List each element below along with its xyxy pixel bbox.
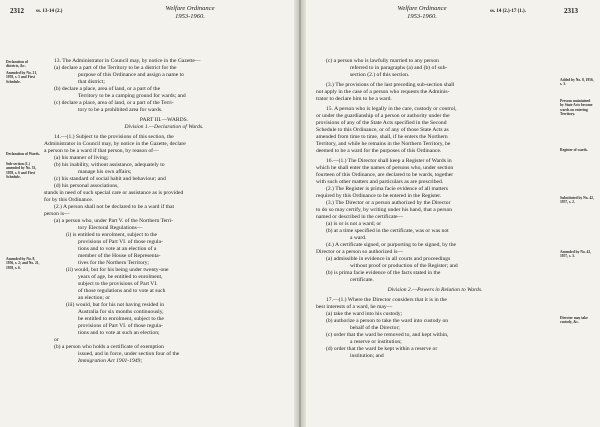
text-line: Administrator in Council may, by notice in the Gazette, declare — [44, 141, 186, 147]
text-line: (3.) The Director or a person authorized by the Director — [326, 200, 451, 206]
text-line: certificate. — [350, 277, 374, 283]
text-line: issued, and in force, under section four of the — [78, 351, 180, 357]
text-line: (a) admissible in evidence in all courts and proceedings — [326, 256, 451, 262]
text-line: be entitled to enrolment, subject to the — [78, 316, 164, 322]
text-line: (c) declare a place, area of land, or a part of the Terri- — [54, 100, 174, 106]
text-line: (b) his inability, without assistance, adequately to — [54, 162, 165, 168]
text-line: required by this Ordinance to be entered in the Register. — [316, 193, 442, 199]
text-line: (c) order that the ward be removed to, and kept within, — [326, 332, 449, 338]
margin-note: Amended by No. 8, 1956, s. 2; and No. 21, 1959, s. 6. — [6, 257, 40, 270]
text-line: (a) is or is not a ward; or — [326, 221, 382, 227]
text-line: a reserve or institution; — [350, 339, 402, 345]
ordinance-years: 1953-1960. — [407, 13, 437, 20]
text-line: or — [54, 337, 59, 343]
text-line: provisions of any of the State Acts specified in the Second — [316, 120, 447, 126]
margin-note: Substituted by No. 42, 1957, s. 2. — [560, 196, 594, 205]
margin-note: Declaration of districts, &c. — [6, 60, 28, 69]
text-line: provisions of Part VI. of those regula- — [78, 239, 163, 245]
text-line: (ii) would, but for his being under twenty-one — [66, 267, 169, 273]
margin-note: Register of wards. — [560, 148, 588, 152]
text-line: to do so may certify, by writing under his hand, that a person — [316, 207, 453, 213]
text-line: Immigration Act 1901-1949; — [78, 358, 143, 364]
text-line: (3.) The provisions of the last preceding sub-section shall — [326, 82, 455, 88]
ordinance-title: Welfare Ordinance — [165, 5, 215, 12]
page-header — [130, 5, 250, 21]
text-line: member of the House of Representa- — [78, 253, 161, 259]
text-line: (i) is entitled to enrolment, subject to the — [66, 232, 158, 238]
text-line: 13. The Administrator in Council may, by notice in the Gazette— — [54, 58, 201, 64]
text-line: (c) his standard of social habit and behaviour; and — [54, 176, 166, 182]
text-line: (b) authorize a person to take the ward into custody on — [326, 318, 449, 324]
text-line: (a) take the ward into his custody; — [326, 311, 403, 317]
text-line: purpose of this Ordinance and assign a name to — [78, 72, 184, 78]
text-line: (iii) would, but for his not having resided in — [66, 302, 165, 308]
text-line: referred to in paragraphs (a) and (b) of sub- — [350, 65, 448, 71]
text-line: (a) a person who, under Part V. of the Northern Terri- — [54, 218, 174, 224]
text-line: provisions of Part VI. of those regula- — [78, 323, 163, 329]
text-line: (d) order that the ward be kept within a reserve or — [326, 346, 438, 352]
left-body-text — [44, 58, 284, 365]
page-header — [362, 5, 482, 21]
text-line: deemed to be a ward for the purposes of this Ordinance. — [316, 148, 442, 154]
text-line: which he shall enter the names of persons who, under section — [316, 165, 454, 171]
text-line: subject to the provisions of Part VI. — [78, 281, 158, 287]
margin-note: Amended by No. 42, 1957, s. 3. — [560, 250, 592, 259]
division-heading: Division 1.—Declaration of Wards. — [124, 124, 204, 130]
text-line: (b) declare a place, area of land, or a part of the — [54, 86, 161, 92]
text-line: (b) a person who holds a certificate of exemption — [54, 344, 164, 350]
text-line: section (2.) of this section. — [350, 72, 410, 78]
text-line: named or described in the certificate— — [316, 214, 404, 220]
text-line: 15. A person who is legally in the care, custody or control, — [326, 106, 457, 112]
text-line: Territory, and while he remains in the Northern Territory, be — [316, 141, 451, 147]
ordinance-title: Welfare Ordinance — [397, 5, 447, 12]
text-line: (a) declare a part of the Territory to be a district for the — [54, 65, 177, 71]
text-line: tives for the Northern Territory; — [78, 260, 149, 266]
page-number: 2312 — [10, 7, 24, 15]
division-heading: Division 2.—Powers in Relation to Wards. — [387, 287, 483, 293]
text-line: Territory to be a camping ground for wards; and — [78, 93, 186, 99]
margin-note: Director may take custody, &c. — [560, 316, 588, 325]
text-line: tory to be a prohibited area for wards. — [78, 107, 163, 113]
text-line: (b) at a time specified in the certificate, was or was not — [326, 228, 449, 234]
text-line: without proof or production of the Register; and — [350, 263, 458, 269]
text-line: an election; or — [78, 295, 110, 301]
text-line: best interests of a ward, he may— — [316, 304, 393, 310]
text-line: (4.) A certificate signed, or purporting to be signed, by the — [326, 242, 457, 248]
text-line: (a) his manner of living; — [54, 155, 109, 161]
text-line: 17.—(1.) Where the Director considers that it is in the — [326, 297, 447, 303]
text-line: years of age, be entitled to enrolment, — [78, 274, 163, 280]
margin-note: Amended by No. 21, 1959, s. 5 and First Schedule. — [6, 71, 38, 84]
text-line: tory Electoral Regulations— — [78, 225, 143, 231]
left-page — [0, 0, 296, 427]
text-line: Director or a person so authorized is— — [316, 249, 403, 255]
text-line: (c) a person who is lawfully married to any person — [326, 58, 439, 64]
text-line: behalf of the Director; — [350, 325, 400, 331]
text-line: amended from time to time, shall, if he enters the Northern — [316, 134, 448, 140]
text-line: stands in need of such special care or assistance as is provided — [44, 190, 184, 196]
text-line: a person to be a ward if that person, by reason of— — [44, 148, 159, 154]
right-page — [304, 0, 600, 427]
text-line: or under the guardianship of a person or authority under the — [316, 113, 450, 119]
text-line: a ward. — [350, 235, 367, 241]
text-line: with such other matters and particulars as are prescribed. — [316, 179, 444, 185]
running-reference: ss. 13-14 (2.) — [36, 9, 63, 14]
running-reference: ss. 14 (2.)-17 (1.). — [490, 9, 526, 14]
text-line: (2.) A person shall not be declared to be a ward if that — [54, 204, 175, 210]
text-line: (2.) The Register is prima facie evidence of all matters — [326, 186, 448, 192]
text-line: (d) his personal associations, — [54, 183, 119, 189]
ordinance-years: 1953-1960. — [175, 13, 205, 20]
text-line: of those regulations and to vote at such — [78, 288, 166, 294]
text-line: not apply in the case of a person who requests the Adminis- — [316, 89, 450, 95]
part-heading: PART III.—WARDS. — [139, 117, 189, 123]
text-line: 16.—(1.) The Director shall keep a Register of Wards in — [326, 158, 452, 164]
text-line: institution; and — [350, 353, 384, 359]
text-line: that district; — [78, 79, 105, 85]
margin-note: Persons maintained by State Acts become wards on entering Territory. — [560, 99, 593, 116]
text-line: tions and to vote at such an election; — [78, 330, 160, 336]
text-line: fourteen of this Ordinance, are declared to be wards, together — [316, 172, 454, 178]
margin-note: Added by No. 8, 1956, s. 3. — [560, 78, 594, 87]
text-line: for by this Ordinance. — [44, 197, 94, 203]
text-line: tions and to vote at an election of a — [78, 246, 157, 252]
margin-note: Sub-section (1.) amended by No. 33, 1959, s. 6 and First Schedule. — [6, 162, 37, 179]
right-body-text — [316, 58, 554, 360]
text-line: person is— — [44, 211, 70, 217]
text-line: trator to declare him to be a ward. — [316, 96, 392, 102]
text-line: Schedule to this Ordinance, or of any of those State Acts as — [316, 127, 449, 133]
page-number: 2313 — [564, 7, 578, 15]
text-line: (b) is prima facie evidence of the facts stated in the — [326, 270, 441, 276]
text-line: manage his own affairs; — [78, 169, 132, 175]
text-line: 14.—(1.) Subject to the provisions of this section, the — [54, 134, 174, 140]
margin-note: Declaration of Wards. — [6, 152, 40, 156]
text-line: Australia for six months continuously, — [78, 309, 164, 315]
